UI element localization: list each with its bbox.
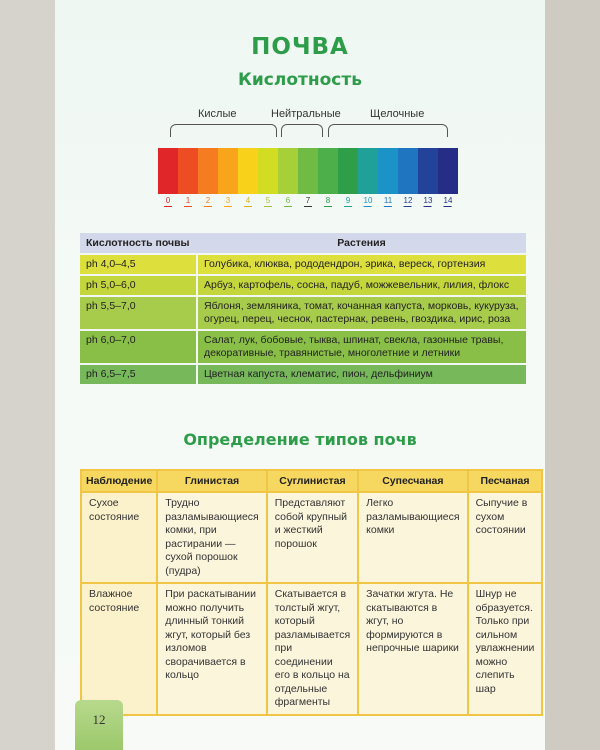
ph-scale-segment xyxy=(398,148,418,194)
ph-tick-label: 14 xyxy=(443,196,453,205)
ph-color-scale xyxy=(158,148,458,194)
ph-tick-label: 8 xyxy=(325,196,331,205)
acid-bracket xyxy=(170,124,277,137)
soil-table-header: Наблюдение xyxy=(81,470,157,492)
page-number: 12 xyxy=(92,712,106,727)
label-neutral: Нейтральные xyxy=(271,108,341,120)
neutral-bracket xyxy=(281,124,323,137)
ph-scale-segment xyxy=(198,148,218,194)
ph-scale-segment xyxy=(318,148,338,194)
ph-scale-segment xyxy=(418,148,438,194)
ph-range: ph 4,0–4,5 xyxy=(80,254,197,275)
soil-table-header: Суглинистая xyxy=(267,470,358,492)
acidity-table-header: Растения xyxy=(197,233,526,254)
ph-tick-label: 0 xyxy=(165,196,171,205)
page-title: ПОЧВА xyxy=(251,34,349,60)
table-row xyxy=(80,330,526,364)
soil-description-cell: Сыпучие в сухом состоянии xyxy=(468,492,543,583)
plants-list: Салат, лук, бобовые, тыква, шпинат, свекла, газонные травы, декоративные, травянистые, многолетние и летники xyxy=(197,330,526,364)
ph-tick-label: 6 xyxy=(285,196,291,205)
soil-description-cell: При раскатывании можно получить длинный тонкий жгут, который без изломов сворачивается в кольцо xyxy=(157,583,266,715)
soil-table-header: Глинистая xyxy=(157,470,266,492)
ph-tick-label: 12 xyxy=(403,196,413,205)
ph-scale-ticks xyxy=(158,196,458,212)
table-row xyxy=(80,254,526,275)
soil-description-cell: Трудно разламывающиеся комки, при растирании — сухой порошок (пудра) xyxy=(157,492,266,583)
page-edge xyxy=(545,0,600,750)
acidity-table-header: Кислотность почвы xyxy=(80,233,197,254)
ph-scale-segment xyxy=(218,148,238,194)
ph-tick-label: 3 xyxy=(225,196,231,205)
table-row xyxy=(80,275,526,296)
alkaline-bracket xyxy=(328,124,448,137)
left-margin xyxy=(0,0,55,750)
ph-scale-segment xyxy=(358,148,378,194)
plants-list: Голубика, клюква, рододендрон, эрика, вереск, гортензия xyxy=(197,254,526,275)
ph-scale-segment xyxy=(178,148,198,194)
soil-description-cell: Шнур не образуется. Только при сильном увлажнении можно слепить шар xyxy=(468,583,543,715)
soil-types-heading: Определение типов почв xyxy=(183,430,417,449)
ph-tick-label: 1 xyxy=(185,196,191,205)
ph-scale-segment xyxy=(378,148,398,194)
observation-cell: Влажное состояние xyxy=(81,583,157,715)
ph-tick-label: 4 xyxy=(245,196,251,205)
ph-scale-segment xyxy=(258,148,278,194)
soil-table-header: Супесчаная xyxy=(358,470,467,492)
soil-description-cell: Представляют собой крупный и жесткий порошок xyxy=(267,492,358,583)
ph-tick-label: 9 xyxy=(345,196,351,205)
soil-types-table xyxy=(80,469,543,716)
ph-tick-label: 2 xyxy=(205,196,211,205)
ph-tick-label: 10 xyxy=(363,196,373,205)
ph-range: ph 6,5–7,5 xyxy=(80,364,197,384)
soil-table-header: Песчаная xyxy=(468,470,543,492)
ph-scale-segment xyxy=(158,148,178,194)
table-row xyxy=(81,583,542,715)
soil-description-cell: Легко разламывающиеся комки xyxy=(358,492,467,583)
ph-range: ph 5,5–7,0 xyxy=(80,296,197,330)
ph-tick-label: 5 xyxy=(265,196,271,205)
table-row xyxy=(80,296,526,330)
table-row xyxy=(80,364,526,384)
label-alkaline: Щелочные xyxy=(370,108,425,120)
observation-cell: Сухое состояние xyxy=(81,492,157,583)
plants-list: Арбуз, картофель, сосна, падуб, можжевельник, лилия, флокс xyxy=(197,275,526,296)
table-row xyxy=(81,492,542,583)
soil-description-cell: Скатывается в толстый жгут, который разламывается при соединении его в кольцо на отдельные фрагменты xyxy=(267,583,358,715)
ph-tick-label: 7 xyxy=(305,196,311,205)
ph-range: ph 6,0–7,0 xyxy=(80,330,197,364)
ph-scale-segment xyxy=(298,148,318,194)
ph-range: ph 5,0–6,0 xyxy=(80,275,197,296)
acidity-heading: Кислотность xyxy=(238,70,362,90)
ph-scale-segment xyxy=(338,148,358,194)
ph-scale-segment xyxy=(438,148,458,194)
ph-scale-segment xyxy=(278,148,298,194)
label-acid: Кислые xyxy=(198,108,237,120)
plants-list: Цветная капуста, клематис, пион, дельфиниум xyxy=(197,364,526,384)
acidity-table xyxy=(80,233,526,384)
soil-description-cell: Зачатки жгута. Не скатываются в жгут, но формируются в непрочные шарики xyxy=(358,583,467,715)
plants-list: Яблоня, земляника, томат, кочанная капуста, морковь, кукуруза, огурец, перец, чеснок, пастернак, ревень, гвоздика, ирис, роза xyxy=(197,296,526,330)
ph-tick-label: 11 xyxy=(383,196,393,205)
ph-scale-segment xyxy=(238,148,258,194)
ph-tick-label: 13 xyxy=(423,196,433,205)
